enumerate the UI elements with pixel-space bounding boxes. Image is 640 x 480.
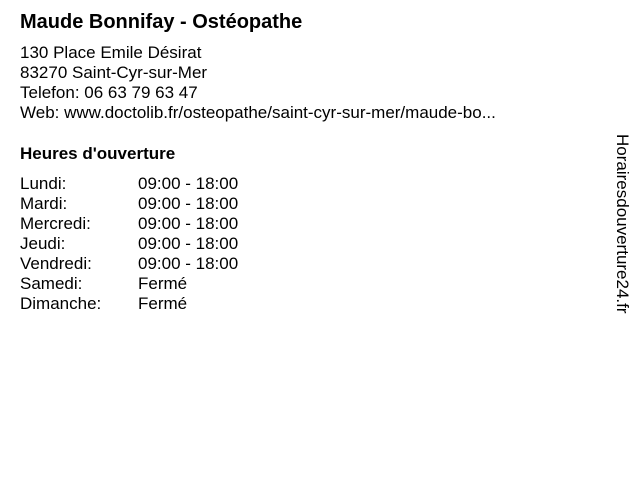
city-line: 83270 Saint-Cyr-sur-Mer [20, 63, 208, 82]
time-value: 09:00 - 18:00 [138, 214, 239, 233]
time-value: 09:00 - 18:00 [138, 194, 239, 213]
site-watermark: Horairesdouverture24.fr [613, 134, 632, 314]
day-label: Mardi: [20, 194, 68, 213]
day-label: Mercredi: [20, 214, 91, 233]
address-line: 130 Place Emile Désirat [20, 43, 202, 62]
web-link[interactable]: Web: www.doctolib.fr/osteopathe/saint-cyr-sur-mer/maude-bo... [20, 103, 496, 122]
contact-info [20, 43, 496, 123]
time-value: 09:00 - 18:00 [138, 254, 239, 273]
day-label: Jeudi: [20, 234, 66, 253]
time-value: 09:00 - 18:00 [138, 234, 239, 253]
opening-hours-heading: Heures d'ouverture [20, 144, 176, 163]
business-title: Maude Bonnifay - Ostéopathe [20, 11, 303, 33]
time-value: 09:00 - 18:00 [138, 174, 239, 193]
day-label: Lundi: [20, 174, 67, 193]
day-label: Samedi: [20, 274, 83, 293]
day-label: Dimanche: [20, 294, 102, 313]
time-value: Fermé [138, 274, 188, 293]
phone-line: Telefon: 06 63 79 63 47 [20, 83, 198, 102]
time-value: Fermé [138, 294, 188, 313]
day-label: Vendredi: [20, 254, 92, 273]
